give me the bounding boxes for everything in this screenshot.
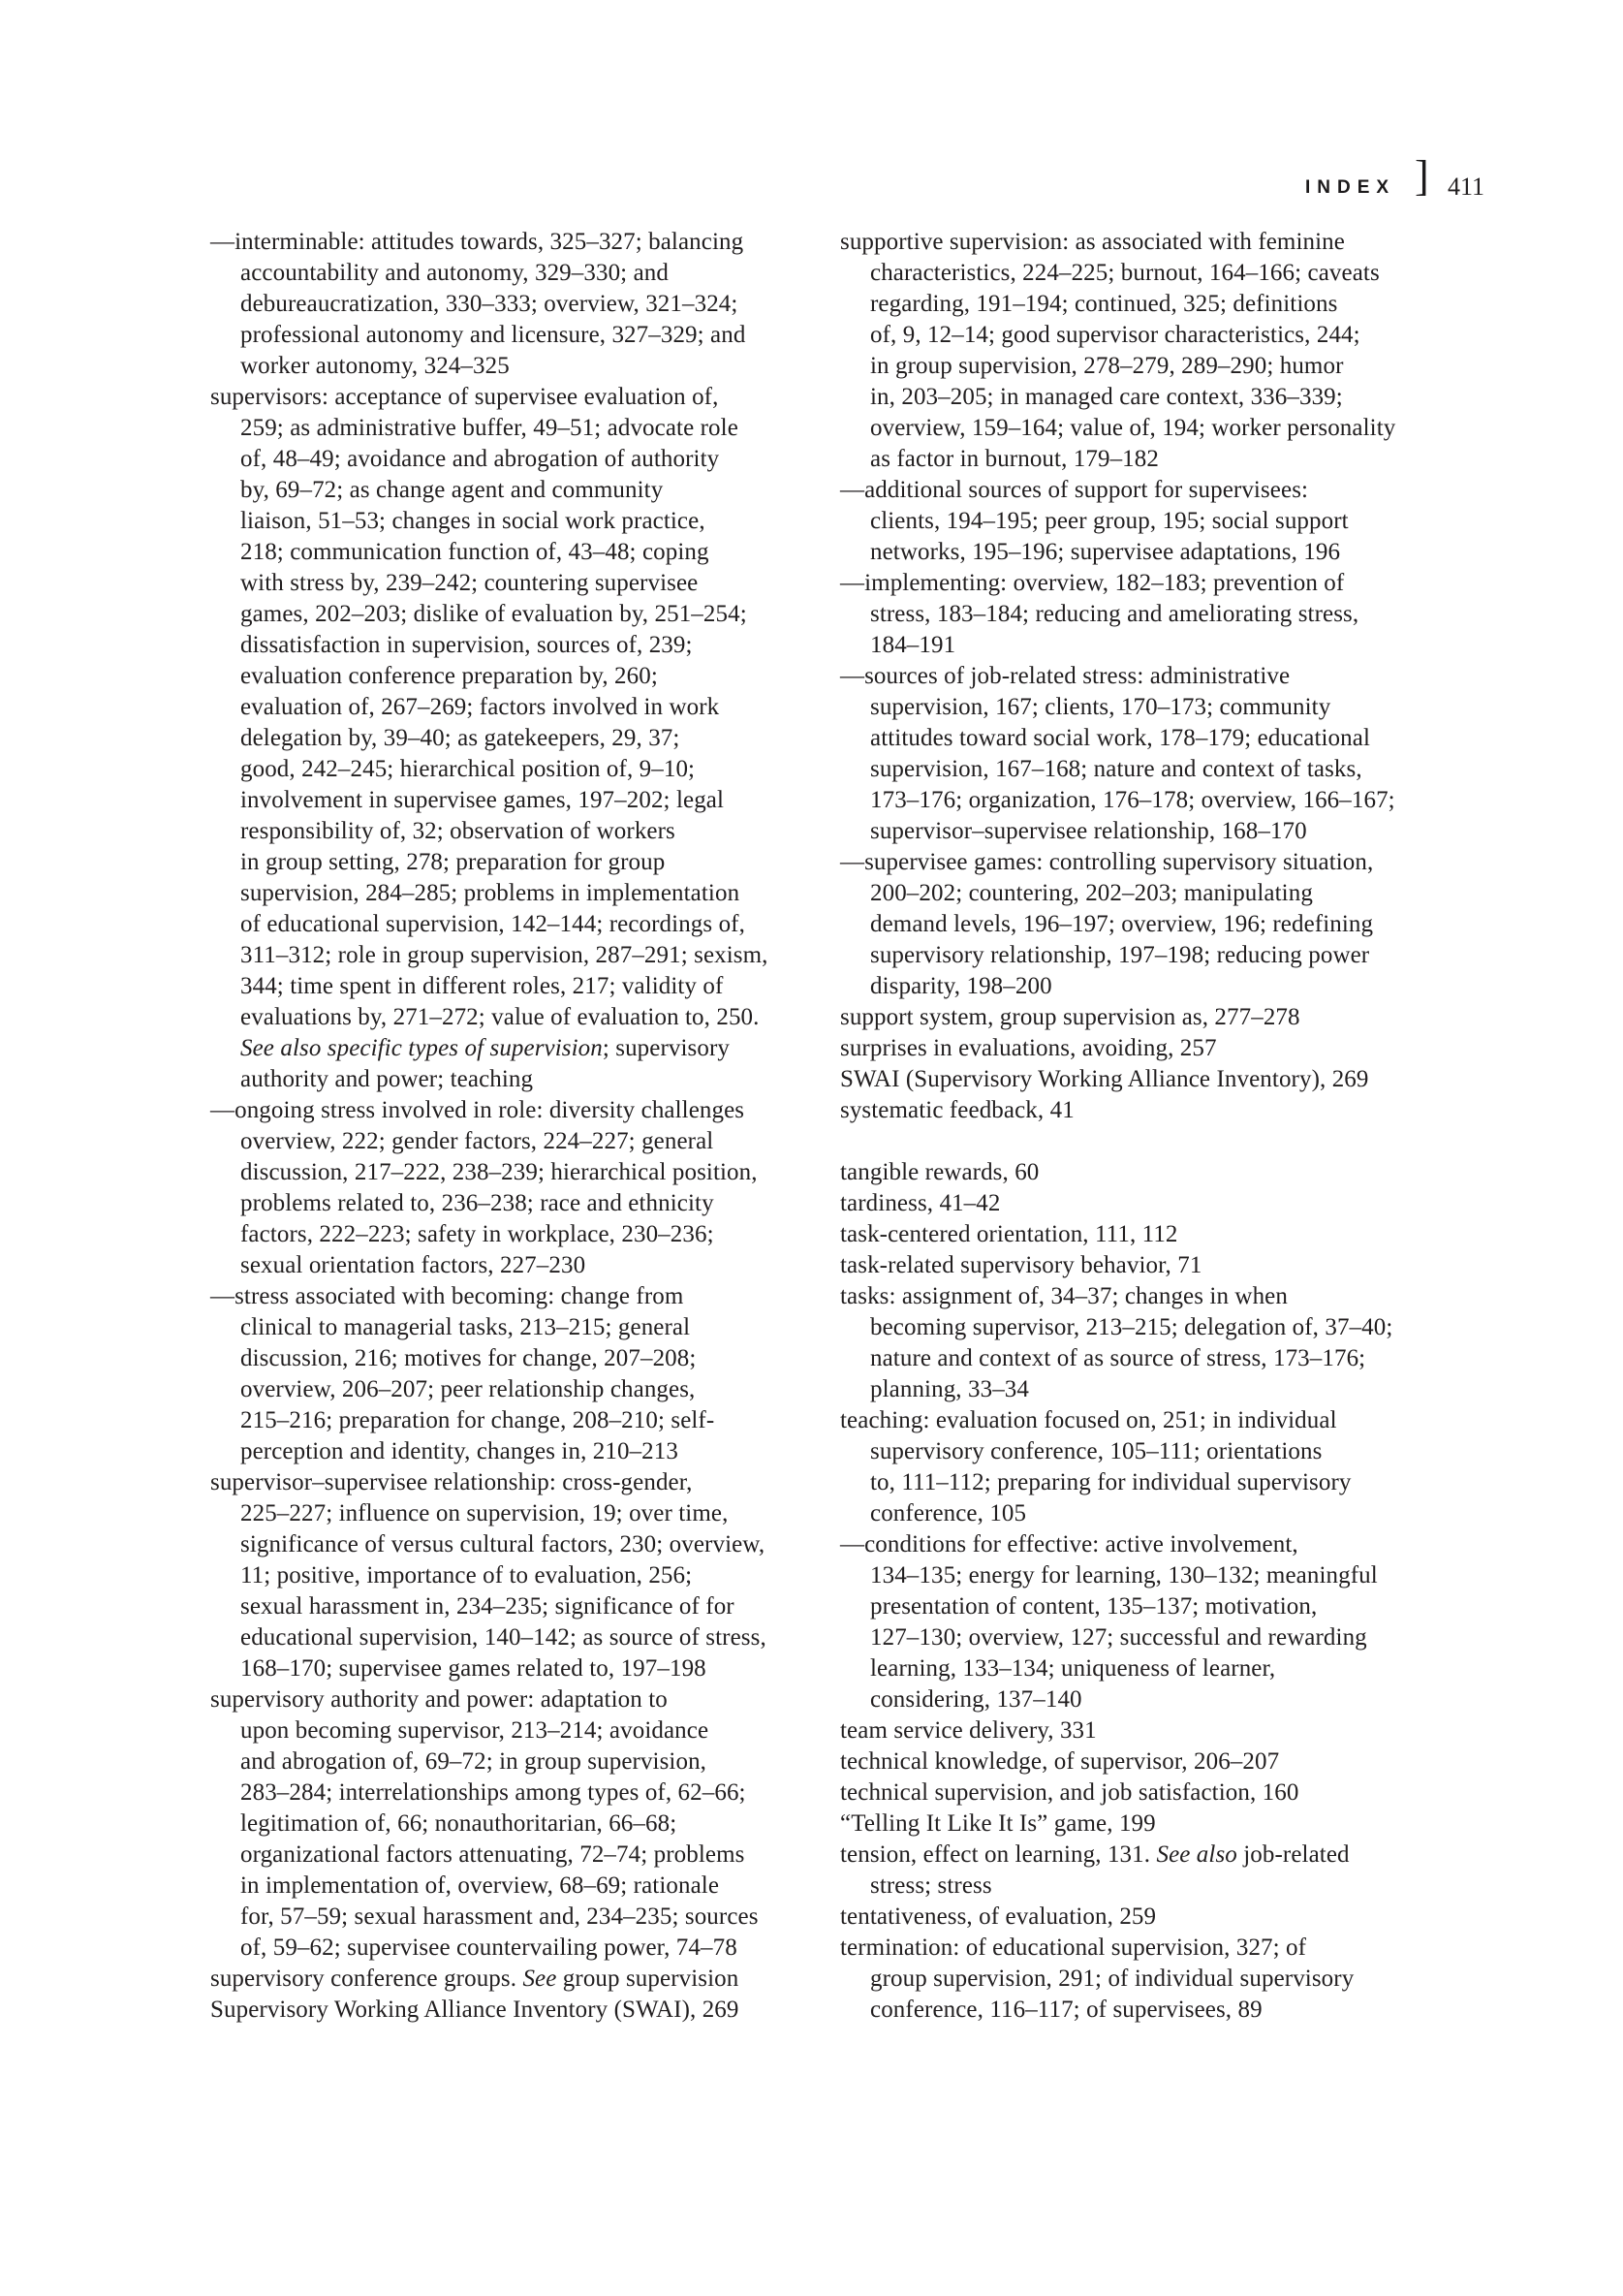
index-entry-runover-line: by, 69–72; as change agent and community xyxy=(240,477,664,503)
index-entry-line: task-centered orientation, 111, 112 xyxy=(840,1221,1178,1247)
index-entry-line: SWAI (Supervisory Working Alliance Inventory), 269 xyxy=(840,1066,1369,1092)
index-entry-runover-line: supervisor–supervisee relationship, 168–170 xyxy=(870,818,1307,844)
index-entry-runover-line: group supervision, 291; of individual supervisory xyxy=(870,1966,1355,1992)
index-entry-runover-line: in group supervision, 278–279, 289–290; humor xyxy=(870,353,1344,379)
index-entry-runover-line: and abrogation of, 69–72; in group supervision, xyxy=(240,1748,707,1775)
index-entry-runover-line: games, 202–203; dislike of evaluation by, 251–254; xyxy=(240,601,747,627)
index-entry-runover-line: legitimation of, 66; nonauthoritarian, 66–68; xyxy=(240,1810,677,1837)
index-entry-runover-line: of, 9, 12–14; good supervisor characteristics, 244; xyxy=(870,322,1360,348)
index-entry-runover-line: See also specific types of supervision; supervisory xyxy=(240,1035,731,1061)
index-entry-runover-line: of, 48–49; avoidance and abrogation of authority xyxy=(240,446,720,472)
index-entry-line: tangible rewards, 60 xyxy=(840,1159,1040,1185)
index-entry-runover-line: 168–170; supervisee games related to, 197–198 xyxy=(240,1655,706,1682)
index-entry-line: support system, group supervision as, 277–278 xyxy=(840,1004,1300,1030)
index-entry-runover-line: conference, 105 xyxy=(870,1500,1027,1526)
index-entry-runover-line: authority and power; teaching xyxy=(240,1066,534,1092)
index-entry-runover-line: responsibility of, 32; observation of workers xyxy=(240,818,675,844)
header-bracket-ornament: ] xyxy=(1415,152,1429,200)
index-entry-runover-line: in implementation of, overview, 68–69; rationale xyxy=(240,1872,720,1899)
index-entry-line: Supervisory Working Alliance Inventory (SWAI), 269 xyxy=(210,1997,739,2023)
index-entry-line: supervisor–supervisee relationship: cross-gender, xyxy=(210,1469,693,1495)
index-entry-runover-line: clients, 194–195; peer group, 195; social support xyxy=(870,508,1349,534)
page-number: 411 xyxy=(1448,173,1485,201)
index-entry-runover-line: stress, 183–184; reducing and ameliorating stress, xyxy=(870,601,1359,627)
index-entry-runover-line: attitudes toward social work, 178–179; educational xyxy=(870,725,1370,751)
index-entry-runover-line: delegation by, 39–40; as gatekeepers, 29, 37; xyxy=(240,725,680,751)
index-entry-runover-line: overview, 206–207; peer relationship changes, xyxy=(240,1376,696,1402)
index-entry-runover-line: educational supervision, 140–142; as source of stress, xyxy=(240,1624,766,1651)
index-entry-line: supervisors: acceptance of supervisee evaluation of, xyxy=(210,384,719,410)
index-entry-runover-line: overview, 222; gender factors, 224–227; general xyxy=(240,1128,714,1154)
index-entry-runover-line: stress; stress xyxy=(870,1872,992,1899)
index-entry-runover-line: 259; as administrative buffer, 49–51; advocate role xyxy=(240,415,738,441)
index-entry-line: surprises in evaluations, avoiding, 257 xyxy=(840,1035,1217,1061)
index-entry-line: tardiness, 41–42 xyxy=(840,1190,1001,1216)
index-entry-runover-line: 215–216; preparation for change, 208–210; self- xyxy=(240,1407,715,1433)
index-entry-runover-line: 127–130; overview, 127; successful and rewarding xyxy=(870,1624,1367,1651)
index-entry-runover-line: dissatisfaction in supervision, sources of, 239; xyxy=(240,632,693,658)
index-entry-line: —sources of job-related stress: administrative xyxy=(840,663,1291,689)
running-head: INDEX xyxy=(1305,177,1396,198)
index-entry-runover-line: becoming supervisor, 213–215; delegation of, 37–40; xyxy=(870,1314,1393,1340)
index-entry-line: —implementing: overview, 182–183; prevention of xyxy=(840,570,1345,596)
index-entry-runover-line: considering, 137–140 xyxy=(870,1686,1082,1713)
index-entry-runover-line: 184–191 xyxy=(870,632,956,658)
index-entry-runover-line: upon becoming supervisor, 213–214; avoidance xyxy=(240,1717,709,1744)
index-entry-line: tension, effect on learning, 131. See also job-related xyxy=(840,1841,1350,1868)
right-column xyxy=(840,227,1465,2026)
index-entry-runover-line: supervision, 284–285; problems in implementation xyxy=(240,880,740,906)
index-entry-line: tentativeness, of evaluation, 259 xyxy=(840,1903,1157,1930)
index-entry-runover-line: overview, 159–164; value of, 194; worker personality xyxy=(870,415,1396,441)
index-entry-runover-line: in group setting, 278; preparation for group xyxy=(240,849,666,875)
index-entry-runover-line: 173–176; organization, 176–178; overview, 166–167; xyxy=(870,787,1395,813)
index-entry-runover-line: conference, 116–117; of supervisees, 89 xyxy=(870,1997,1263,2023)
index-entry-runover-line: liaison, 51–53; changes in social work practice, xyxy=(240,508,705,534)
index-entry-line: systematic feedback, 41 xyxy=(840,1097,1075,1123)
index-entry-runover-line: significance of versus cultural factors, 230; overview, xyxy=(240,1531,765,1557)
index-entry-line: —interminable: attitudes towards, 325–327; balancing xyxy=(210,229,744,255)
index-entry-runover-line: supervision, 167; clients, 170–173; community xyxy=(870,694,1331,720)
index-entry-line: technical supervision, and job satisfaction, 160 xyxy=(840,1779,1299,1806)
index-entry-runover-line: discussion, 216; motives for change, 207–208; xyxy=(240,1345,697,1371)
index-entry-runover-line: of educational supervision, 142–144; recordings of, xyxy=(240,911,745,937)
index-entry-runover-line: evaluation of, 267–269; factors involved in work xyxy=(240,694,720,720)
index-entry-runover-line: factors, 222–223; safety in workplace, 230–236; xyxy=(240,1221,714,1247)
index-entry-runover-line: debureaucratization, 330–333; overview, 321–324; xyxy=(240,291,738,317)
index-entry-runover-line: as factor in burnout, 179–182 xyxy=(870,446,1159,472)
index-entry-runover-line: for, 57–59; sexual harassment and, 234–235; sources xyxy=(240,1903,759,1930)
index-entry-line: supportive supervision: as associated with feminine xyxy=(840,229,1345,255)
index-entry-line: task-related supervisory behavior, 71 xyxy=(840,1252,1202,1278)
index-entry-runover-line: problems related to, 236–238; race and ethnicity xyxy=(240,1190,714,1216)
index-entry-runover-line: of, 59–62; supervisee countervailing power, 74–78 xyxy=(240,1934,737,1961)
index-entry-runover-line: 283–284; interrelationships among types of, 62–66; xyxy=(240,1779,746,1806)
index-entry-runover-line: accountability and autonomy, 329–330; and xyxy=(240,260,669,286)
index-entry-runover-line: organizational factors attenuating, 72–74; problems xyxy=(240,1841,745,1868)
index-entry-runover-line: supervision, 167–168; nature and context of tasks, xyxy=(870,756,1362,782)
index-entry-line: —conditions for effective: active involvement, xyxy=(840,1531,1298,1557)
index-entry-runover-line: 225–227; influence on supervision, 19; over time, xyxy=(240,1500,729,1526)
index-entry-runover-line: professional autonomy and licensure, 327–329; and xyxy=(240,322,746,348)
index-entry-runover-line: perception and identity, changes in, 210–213 xyxy=(240,1438,678,1464)
index-entry-line: —stress associated with becoming: change from xyxy=(210,1283,684,1309)
index-entry-runover-line: 311–312; role in group supervision, 287–291; sexism, xyxy=(240,942,768,968)
index-entry-line: —ongoing stress involved in role: diversity challenges xyxy=(210,1097,745,1123)
index-entry-runover-line: involvement in supervisee games, 197–202; legal xyxy=(240,787,725,813)
index-entry-runover-line: supervisory relationship, 197–198; reducing power xyxy=(870,942,1370,968)
index-entry-runover-line: evaluations by, 271–272; value of evaluation to, 250. xyxy=(240,1004,760,1030)
index-entry-line: —supervisee games: controlling supervisory situation, xyxy=(840,849,1374,875)
index-entry-runover-line: 344; time spent in different roles, 217; validity of xyxy=(240,973,724,999)
index-entry-line: team service delivery, 331 xyxy=(840,1717,1097,1744)
index-entry-runover-line: 11; positive, importance of to evaluation, 256; xyxy=(240,1562,693,1588)
index-entry-runover-line: nature and context of as source of stress, 173–176; xyxy=(870,1345,1366,1371)
index-entry-runover-line: demand levels, 196–197; overview, 196; redefining xyxy=(870,911,1374,937)
index-entry-runover-line: regarding, 191–194; continued, 325; definitions xyxy=(870,291,1338,317)
index-entry-runover-line: planning, 33–34 xyxy=(870,1376,1029,1402)
index-entry-runover-line: sexual harassment in, 234–235; significance of for xyxy=(240,1593,734,1620)
index-entry-runover-line: with stress by, 239–242; countering supervisee xyxy=(240,570,699,596)
index-entry-line: “Telling It Like It Is” game, 199 xyxy=(840,1810,1156,1837)
index-entry-runover-line: sexual orientation factors, 227–230 xyxy=(240,1252,586,1278)
index-entry-runover-line: characteristics, 224–225; burnout, 164–166; caveats xyxy=(870,260,1380,286)
index-entry-runover-line: 200–202; countering, 202–203; manipulating xyxy=(870,880,1313,906)
index-entry-runover-line: good, 242–245; hierarchical position of, 9–10; xyxy=(240,756,696,782)
left-column xyxy=(210,227,835,2026)
index-entry-line: supervisory conference groups. See group supervision xyxy=(210,1966,739,1992)
index-entry-runover-line: evaluation conference preparation by, 260; xyxy=(240,663,658,689)
index-entry-line: termination: of educational supervision, 327; of xyxy=(840,1934,1307,1961)
index-entry-runover-line: 218; communication function of, 43–48; coping xyxy=(240,539,709,565)
index-entry-runover-line: networks, 195–196; supervisee adaptations, 196 xyxy=(870,539,1341,565)
index-entry-runover-line: learning, 133–134; uniqueness of learner, xyxy=(870,1655,1276,1682)
index-entry-runover-line: presentation of content, 135–137; motivation, xyxy=(870,1593,1318,1620)
index-entry-line: teaching: evaluation focused on, 251; in individual xyxy=(840,1407,1337,1433)
index-entry-line: technical knowledge, of supervisor, 206–207 xyxy=(840,1748,1280,1775)
index-entry-runover-line: in, 203–205; in managed care context, 336–339; xyxy=(870,384,1343,410)
index-entry-runover-line: to, 111–112; preparing for individual supervisory xyxy=(870,1469,1352,1495)
index-entry-line: supervisory authority and power: adaptation to xyxy=(210,1686,668,1713)
index-entry-runover-line: discussion, 217–222, 238–239; hierarchical position, xyxy=(240,1159,758,1185)
index-entry-runover-line: clinical to managerial tasks, 213–215; general xyxy=(240,1314,691,1340)
index-entry-runover-line: 134–135; energy for learning, 130–132; meaningful xyxy=(870,1562,1378,1588)
index-entry-line: —additional sources of support for supervisees: xyxy=(840,477,1309,503)
index-entry-runover-line: disparity, 198–200 xyxy=(870,973,1052,999)
index-entry-runover-line: worker autonomy, 324–325 xyxy=(240,353,510,379)
index-entry-line: tasks: assignment of, 34–37; changes in when xyxy=(840,1283,1288,1309)
section-gap xyxy=(840,1126,1465,1157)
index-entry-runover-line: supervisory conference, 105–111; orientations xyxy=(870,1438,1323,1464)
